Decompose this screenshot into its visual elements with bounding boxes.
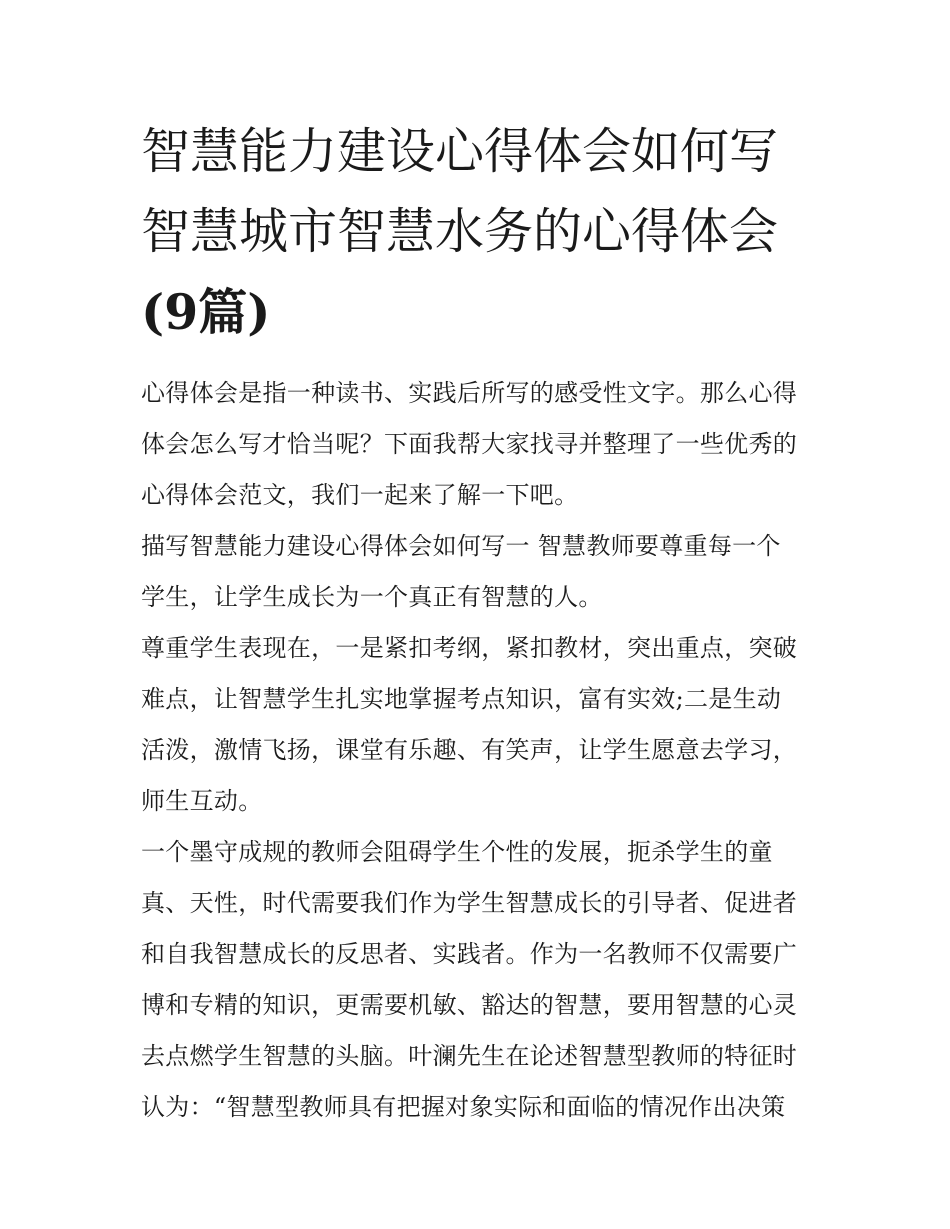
- paragraph-line: 描写智慧能力建设心得体会如何写一 智慧教师要尊重每一个: [141, 532, 781, 560]
- paragraph-line: 心得体会是指一种读书、实践后所写的感受性文字。那么心得: [141, 379, 798, 407]
- paragraph-line: 师生互动。: [141, 787, 263, 815]
- document-body: [141, 368, 821, 1133]
- paragraph-line: 活泼，激情飞扬，课堂有乐趣、有笑声，让学生愿意去学习，: [141, 736, 798, 764]
- paragraph-line: 学生，让学生成长为一个真正有智慧的人。: [141, 583, 603, 611]
- paragraph-line: 体会怎么写才恰当呢？下面我帮大家找寻并整理了一些优秀的: [141, 430, 798, 458]
- paragraph-line: 心得体会范文，我们一起来了解一下吧。: [141, 481, 579, 509]
- paragraph-line: 一个墨守成规的教师会阻碍学生个性的发展，扼杀学生的童: [141, 838, 773, 866]
- paragraph-line: 难点，让智慧学生扎实地掌握考点知识，富有实效;二是生动: [141, 685, 782, 713]
- paragraph-line: 去点燃学生智慧的头脑。叶澜先生在论述智慧型教师的特征时: [141, 1042, 798, 1070]
- paragraph-line: 认为：“智慧型教师具有把握对象实际和面临的情况作出决策: [141, 1093, 786, 1121]
- paragraph-intro: [141, 368, 821, 521]
- document-title: [141, 112, 821, 352]
- paragraph-teacher: [141, 827, 821, 1133]
- title-line: 智慧能力建设心得体会如何写: [141, 123, 779, 180]
- title-line: 智慧城市智慧水务的心得体会: [141, 203, 779, 260]
- paragraph-line: 尊重学生表现在，一是紧扣考纲，紧扣教材，突出重点，突破: [141, 634, 798, 662]
- paragraph-line: 真、天性，时代需要我们作为学生智慧成长的引导者、促进者: [141, 889, 798, 917]
- paragraph-line: 和自我智慧成长的反思者、实践者。作为一名教师不仅需要广: [141, 940, 798, 968]
- paragraph-line: 博和专精的知识，更需要机敏、豁达的智慧，要用智慧的心灵: [141, 991, 798, 1019]
- paragraph-section-1: [141, 521, 821, 623]
- title-line: (9篇): [141, 283, 271, 341]
- paragraph-respect: [141, 623, 821, 827]
